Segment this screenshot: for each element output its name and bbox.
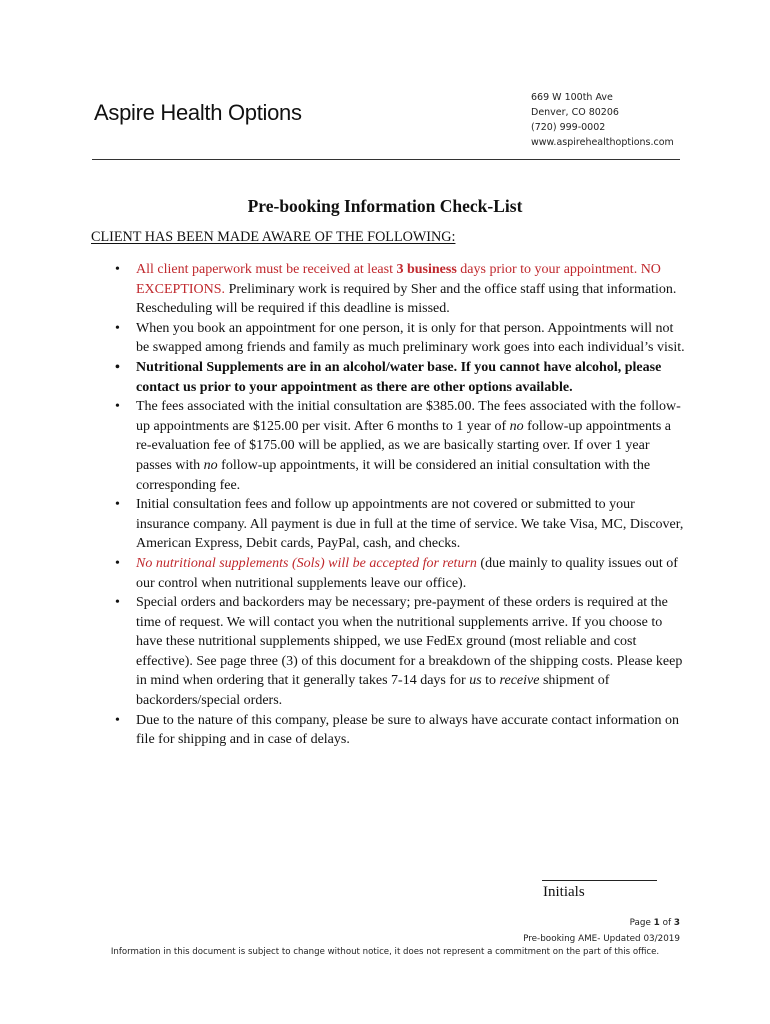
list-item-contact-info: • Due to the nature of this company, please be sure to always have accurate contact information on file for shipping and in case of delays. — [136, 711, 688, 750]
checklist — [136, 260, 688, 750]
phone-number: (720) 999-0002 — [531, 122, 606, 133]
list-item-special-orders: • Special orders and backorders may be necessary; pre-payment of these orders is required at the time of request. We will contact you when the nutritional supplements arrive. If you choose to have these nutritional supplements shipped, we use FedEx ground (most reliable and cost effective). See page three (3) of this document for a breakdown of the shipping costs. Please keep in mind when ordering that it generally takes 7-14 days for us to receive shipment of backorders/special orders. — [136, 593, 688, 711]
initials-signature-line[interactable] — [542, 880, 657, 881]
list-item-one-person: • When you book an appointment for one person, it is only for that person. Appointments will not be swapped among friends and family as much preliminary work goes into each individual’s visit. — [136, 319, 688, 358]
intro-heading: CLIENT HAS BEEN MADE AWARE OF THE FOLLOWING: — [91, 229, 456, 245]
page-number: Page 1 of 3 — [629, 918, 680, 928]
disclaimer: Information in this document is subject to change without notice, it does not represent a commitment on the part of this office. — [110, 947, 660, 957]
list-item-fees: • The fees associated with the initial consultation are $385.00. The fees associated with the follow-up appointments are $125.00 per visit. After 6 months to 1 year of no follow-up appointments a re-evaluation fee of $175.00 will be applied, as we are basically starting over. If over 1 year passes with no follow-up appointments, it will be considered an initial consultation with the corresponding fee. — [136, 397, 688, 495]
company-name: Aspire Health Options — [94, 100, 302, 125]
address-line-1: 669 W 100th Ave — [531, 92, 613, 103]
initials-label: Initials — [543, 884, 585, 900]
list-item-returns: • No nutritional supplements (Sols) will be accepted for return (due mainly to quality issues out of our control when nutritional supplements leave our office). — [136, 554, 688, 593]
document-title: Pre-booking Information Check-List — [247, 196, 523, 216]
website-link[interactable]: www.aspirehealthoptions.com — [531, 137, 674, 148]
list-item-supplements-alcohol: • Nutritional Supplements are in an alcohol/water base. If you cannot have alcohol, please contact us prior to your appointment as there are other options available. — [136, 358, 688, 397]
address-line-2: Denver, CO 80206 — [531, 107, 619, 118]
header-divider — [92, 159, 680, 160]
list-item-payment: • Initial consultation fees and follow up appointments are not covered or submitted to your insurance company. All payment is due in full at the time of service. We take Visa, MC, Discover, American Express, Debit cards, PayPal, cash, and checks. — [136, 495, 688, 554]
revision-note: Pre-booking AME- Updated 03/2019 — [523, 934, 680, 944]
contact-block — [531, 90, 674, 150]
list-item-paperwork: • All client paperwork must be received at least 3 business days prior to your appointment. NO EXCEPTIONS. Preliminary work is required by Sher and the office staff using that information. Rescheduling will be required if this deadline is missed. — [136, 260, 688, 319]
